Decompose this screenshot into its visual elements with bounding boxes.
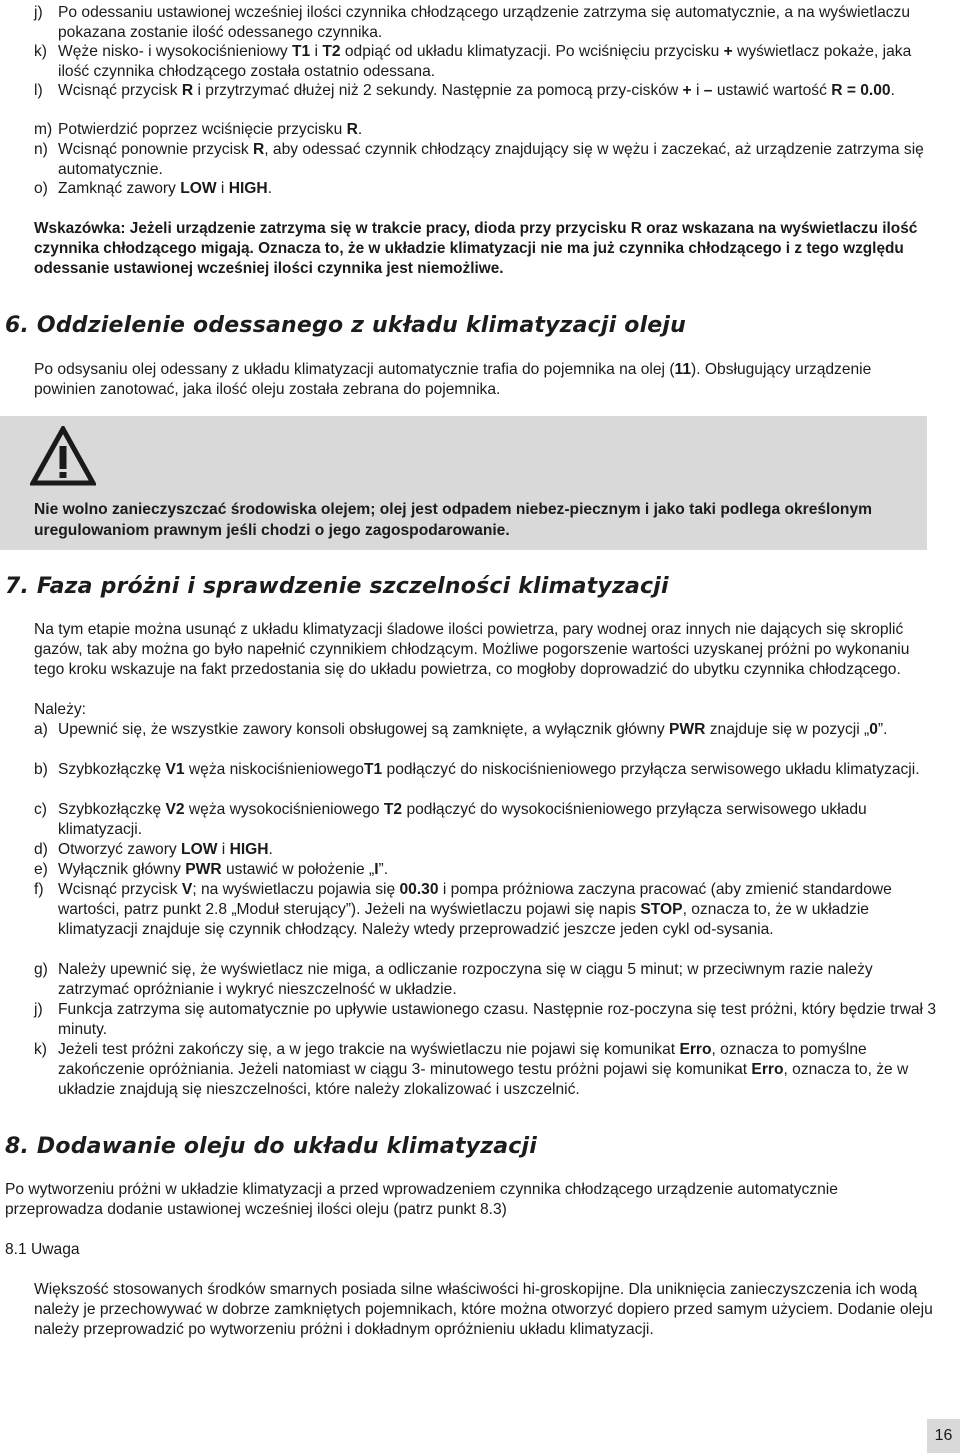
section-body: Po odsysaniu olej odessany z układu klimatyzacji automatycznie trafia do pojemnika na olej (11). Obsługujący urządzenie powinien zanotować, jaka ilość oleju została zebrana do pojemnika. xyxy=(34,361,872,399)
list-item xyxy=(34,840,939,860)
hint-paragraph: Wskazówka: Jeżeli urządzenie zatrzyma się w trakcie pracy, dioda przy przycisku R oraz wskazana na wyświetlaczu ilość czynnika chłodzącego migają. Oznacza to, że w układzie klimatyzacji nie ma już czynnika chłodzącego i z tego względu odessanie ustawionej wcześniej ilości czynnika jest niemożliwe. xyxy=(34,220,918,277)
list-item xyxy=(34,760,939,780)
list-item xyxy=(34,800,939,840)
page-number: 16 xyxy=(927,1419,960,1453)
section-heading: 7. Faza próżni i sprawdzenie szczelności klimatyzacji xyxy=(5,574,669,599)
list-item-label: d) xyxy=(34,841,48,858)
list-item-label: j) xyxy=(34,4,43,21)
list-item xyxy=(34,1000,939,1040)
list-item-label: e) xyxy=(34,861,48,878)
list-item-label: k) xyxy=(34,43,47,60)
list-item-text: Wcisnąć ponownie przycisk R, aby odessać czynnik chłodzący znajdujący się w wężu i zaczekać, aż urządzenie zatrzyma się automatycznie. xyxy=(58,141,924,178)
list-item-label: l) xyxy=(34,82,43,99)
list-item-label: b) xyxy=(34,761,48,778)
list-item-text: Po odessaniu ustawionej wcześniej ilości czynnika chłodzącego urządzenie zatrzyma się automatycznie, a na wyświetlaczu pokazana zostanie ilość odessanego czynnika. xyxy=(58,4,911,41)
list-item-label: g) xyxy=(34,961,48,978)
list-item-text: Zamknąć zawory LOW i HIGH. xyxy=(58,180,273,197)
section-intro: Po wytworzeniu próżni w układzie klimatyzacji a przed wprowadzeniem czynnika chłodzącego urządzenie automatycznie przeprowadza dodanie ustawionej wcześniej ilości oleju (patrz punkt 8.3) xyxy=(5,1181,838,1219)
list-item xyxy=(34,860,939,880)
section-lead: Należy: xyxy=(34,701,86,718)
list-item-text: Jeżeli test próżni zakończy się, a w jego trakcie na wyświetlaczu nie pojawi się komunikat Erro, oznacza to pomyślne zakończenie opróżniania. Jeżeli natomiast w ciągu 3- minutowego testu próżni pojawi się komunikat Erro, oznacza to, że w układzie znajdują się nieszczelności, które należy zlokalizować i uszczelnić. xyxy=(58,1041,909,1099)
list-item xyxy=(34,960,939,1000)
section-heading: 8. Dodawanie oleju do układu klimatyzacji xyxy=(5,1134,537,1159)
list-item-text: Wyłącznik główny PWR ustawić w położenie „I”. xyxy=(58,861,389,878)
subsection-body: Większość stosowanych środków smarnych posiada silne właściwości hi-groskopijne. Dla uniknięcia zanieczyszczenia ich wodą należy je przechowywać w dobrze zamkniętych pojemnikach, które można otworzyć dopiero przed samym użyciem. Dodanie oleju należy przeprowadzić po wytworzeniu próżni i dokładnym opróżnieniu układu klimatyzacji. xyxy=(34,1281,933,1339)
list-item-text: Otworzyć zawory LOW i HIGH. xyxy=(58,841,273,858)
list-item-label: f) xyxy=(34,881,44,898)
list-item xyxy=(34,880,939,941)
list-item-text: Szybkozłączkę V2 węża wysokociśnieniowego T2 podłączyć do wysokociśnieniowego przyłącza serwisowego układu klimatyzacji. xyxy=(58,801,867,839)
list-item-label: n) xyxy=(34,141,48,158)
list-item-text: Funkcja zatrzyma się automatycznie po upływie ustawionego czasu. Następnie roz-poczyna się test próżni, który będzie trwał 3 minuty. xyxy=(58,1001,936,1039)
list-item-label: j) xyxy=(34,1001,43,1018)
section-heading: 6. Oddzielenie odessanego z układu klimatyzacji oleju xyxy=(5,313,687,338)
list-item xyxy=(34,1040,939,1101)
list-item-label: o) xyxy=(34,180,48,197)
warning-text: Nie wolno zanieczyszczać środowiska olejem; olej jest odpadem niebez-piecznym i jako taki podlega określonym uregulowaniom prawnym jeśli chodzi o jego zagospodarowanie. xyxy=(34,501,872,539)
list-item-label: m) xyxy=(34,121,53,138)
list-item-text: Należy upewnić się, że wyświetlacz nie miga, a odliczanie rozpoczyna się w ciągu 5 minut; w przeciwnym razie należy zatrzymać opróżnianie i wykryć nieszczelność w układzie. xyxy=(58,961,873,999)
list-item-text: Węże nisko- i wysokociśnieniowy T1 i T2 odpiąć od układu klimatyzacji. Po wciśnięciu przycisku + wyświetlacz pokaże, jaka ilość czynnika chłodzącego została ostatnio odessana. xyxy=(58,43,912,80)
subsection-title: 8.1 Uwaga xyxy=(5,1241,80,1258)
list-item-text: Wcisnąć przycisk V; na wyświetlaczu pojawia się 00.30 i pompa próżniowa zaczyna pracować (aby zmienić standardowe wartości, patrz punkt 2.8 „Moduł sterujący”). Jeżeli na wyświetlaczu pojawi się napis STOP, oznacza to, że w układzie klimatyzacji znajduje się czynnik chłodzący. Należy wtedy przeprowadzić jeszcze jeden cykl od-sysania. xyxy=(58,881,892,939)
list-item-text: Potwierdzić poprzez wciśnięcie przycisku R. xyxy=(58,121,363,138)
list-item xyxy=(34,720,939,740)
list-item-label: k) xyxy=(34,1041,47,1058)
section-intro: Na tym etapie można usunąć z układu klimatyzacji śladowe ilości powietrza, pary wodnej oraz innych nie dających się skroplić gazów, tak aby można go było napełnić czynnikiem chłodzącym. Możliwe pogorszenie wartości uzyskanej próżni po wykonaniu tego kroku wskazuje na fakt przedostania się do układu powietrza, co mogłoby doprowadzić do ubytku czynnika chłodzącego. xyxy=(34,621,910,679)
list-item-label: a) xyxy=(34,721,48,738)
list-item-label: c) xyxy=(34,801,47,818)
list-item-text: Upewnić się, że wszystkie zawory konsoli obsługowej są zamknięte, a wyłącznik główny PWR znajduje się w pozycji „0”. xyxy=(58,721,888,738)
list-item-text: Szybkozłączkę V1 węża niskociśnieniowegoT1 podłączyć do niskociśnieniowego przyłącza serwisowego układu klimatyzacji. xyxy=(58,761,920,778)
list-item-text: Wcisnąć przycisk R i przytrzymać dłużej niż 2 sekundy. Następnie za pomocą przy-cisków + i – ustawić wartość R = 0.00. xyxy=(58,82,895,99)
